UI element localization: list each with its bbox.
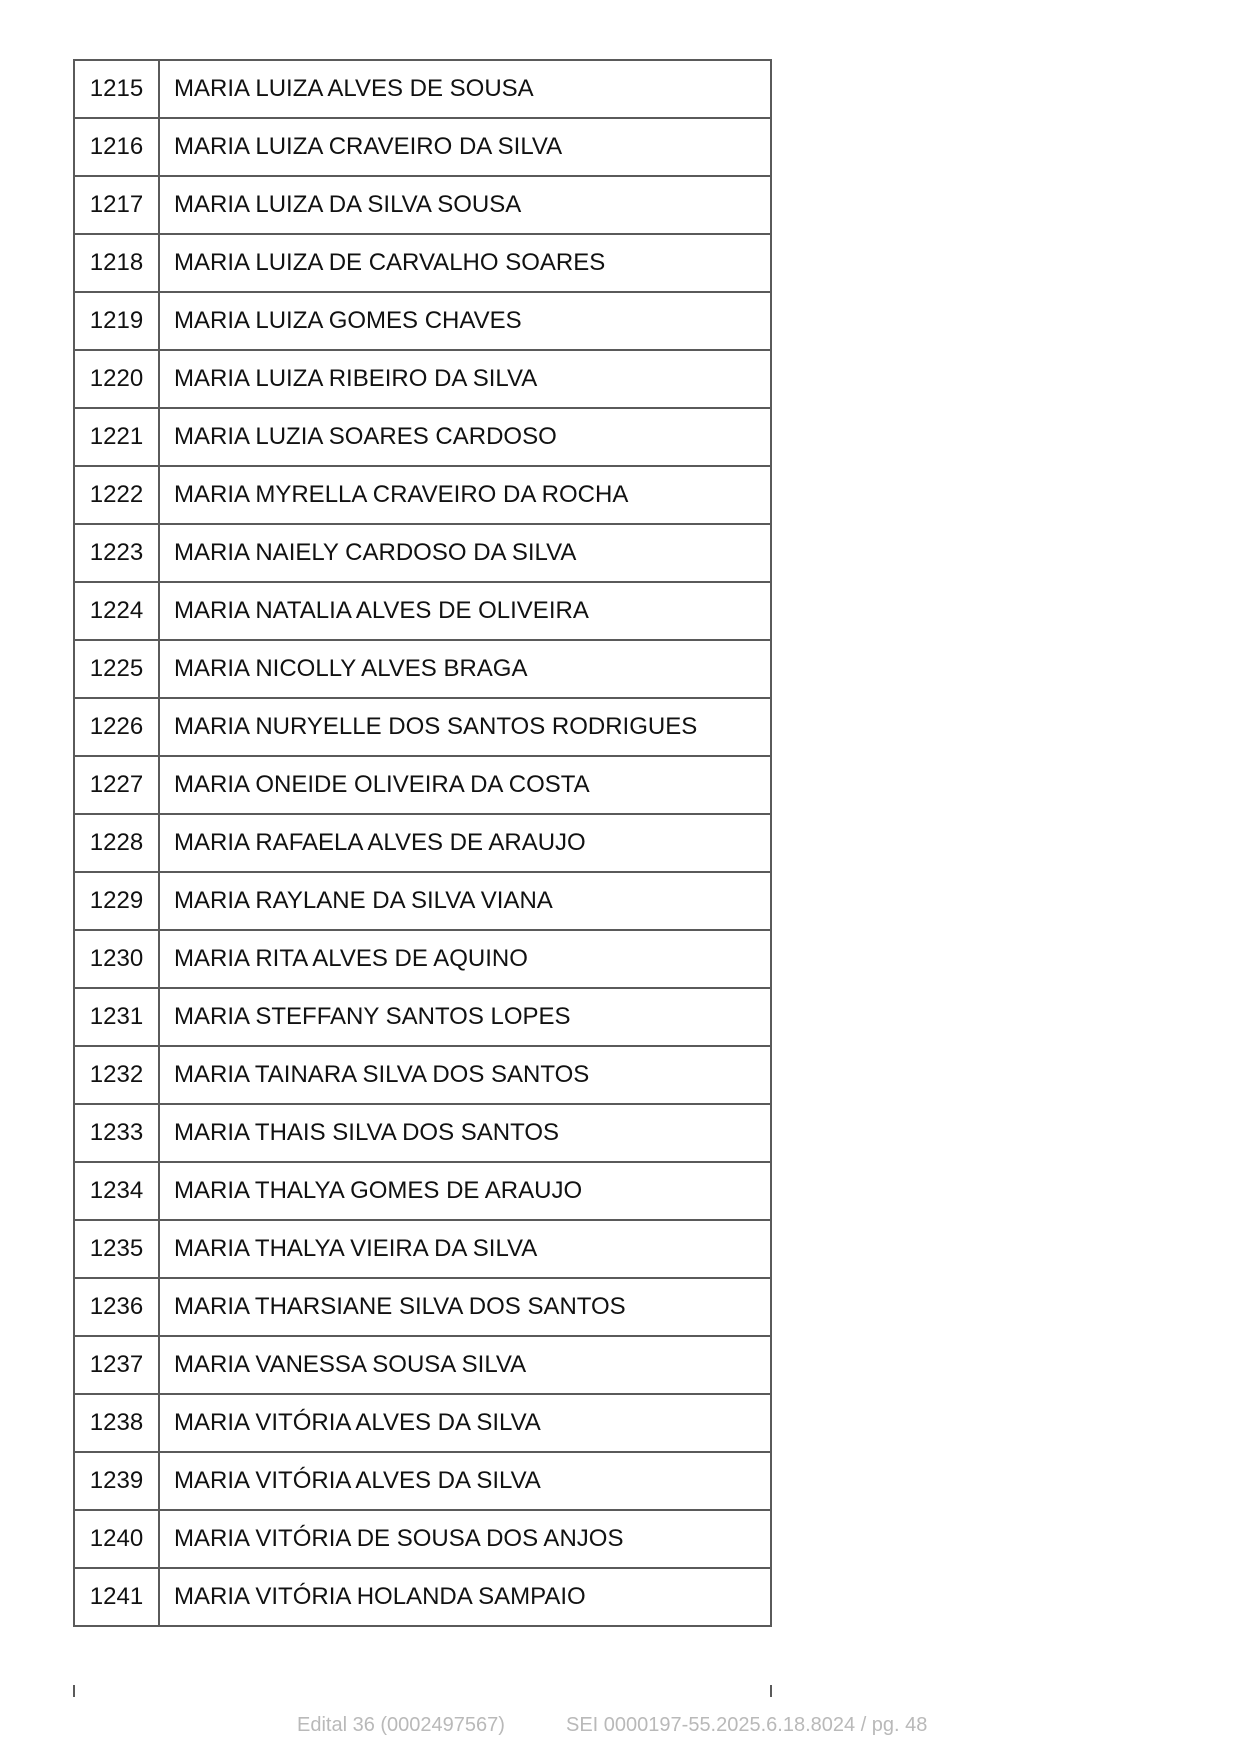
row-number: 1227 bbox=[74, 756, 159, 814]
candidate-name: MARIA THALYA VIEIRA DA SILVA bbox=[159, 1220, 771, 1278]
row-number: 1215 bbox=[74, 60, 159, 118]
row-number: 1238 bbox=[74, 1394, 159, 1452]
candidate-name: MARIA THAIS SILVA DOS SANTOS bbox=[159, 1104, 771, 1162]
candidate-name: MARIA STEFFANY SANTOS LOPES bbox=[159, 988, 771, 1046]
table-row bbox=[74, 1510, 771, 1568]
table-row bbox=[74, 234, 771, 292]
table-row bbox=[74, 1336, 771, 1394]
candidate-name: MARIA VITÓRIA ALVES DA SILVA bbox=[159, 1394, 771, 1452]
candidate-name: MARIA LUIZA GOMES CHAVES bbox=[159, 292, 771, 350]
table-row bbox=[74, 408, 771, 466]
row-number: 1240 bbox=[74, 1510, 159, 1568]
table-row bbox=[74, 930, 771, 988]
candidate-name: MARIA RAFAELA ALVES DE ARAUJO bbox=[159, 814, 771, 872]
row-number: 1232 bbox=[74, 1046, 159, 1104]
table-row bbox=[74, 640, 771, 698]
footer-sei-reference: SEI 0000197-55.2025.6.18.8024 / pg. 48 bbox=[566, 1714, 928, 1736]
table-row bbox=[74, 988, 771, 1046]
table-row bbox=[74, 118, 771, 176]
candidate-name: MARIA VITÓRIA HOLANDA SAMPAIO bbox=[159, 1568, 771, 1626]
row-number: 1220 bbox=[74, 350, 159, 408]
table-row bbox=[74, 60, 771, 118]
row-number: 1218 bbox=[74, 234, 159, 292]
row-number: 1229 bbox=[74, 872, 159, 930]
candidate-name: MARIA LUIZA DE CARVALHO SOARES bbox=[159, 234, 771, 292]
candidate-name: MARIA RITA ALVES DE AQUINO bbox=[159, 930, 771, 988]
row-number: 1219 bbox=[74, 292, 159, 350]
table-row bbox=[74, 582, 771, 640]
row-number: 1216 bbox=[74, 118, 159, 176]
row-number: 1228 bbox=[74, 814, 159, 872]
candidate-name: MARIA THARSIANE SILVA DOS SANTOS bbox=[159, 1278, 771, 1336]
table-row bbox=[74, 1046, 771, 1104]
table-row bbox=[74, 524, 771, 582]
row-number: 1225 bbox=[74, 640, 159, 698]
candidate-table bbox=[73, 59, 772, 1627]
table-row bbox=[74, 698, 771, 756]
table-row bbox=[74, 1104, 771, 1162]
table-row bbox=[74, 350, 771, 408]
candidate-name: MARIA LUIZA DA SILVA SOUSA bbox=[159, 176, 771, 234]
table-row bbox=[74, 1162, 771, 1220]
table-row bbox=[74, 1394, 771, 1452]
candidate-name: MARIA VITÓRIA DE SOUSA DOS ANJOS bbox=[159, 1510, 771, 1568]
candidate-name: MARIA LUIZA RIBEIRO DA SILVA bbox=[159, 350, 771, 408]
candidate-name: MARIA LUIZA ALVES DE SOUSA bbox=[159, 60, 771, 118]
candidate-table-body bbox=[74, 60, 771, 1626]
candidate-name: MARIA NICOLLY ALVES BRAGA bbox=[159, 640, 771, 698]
row-number: 1231 bbox=[74, 988, 159, 1046]
row-number: 1230 bbox=[74, 930, 159, 988]
row-number: 1237 bbox=[74, 1336, 159, 1394]
row-number: 1236 bbox=[74, 1278, 159, 1336]
candidate-name: MARIA THALYA GOMES DE ARAUJO bbox=[159, 1162, 771, 1220]
footer-document-reference: Edital 36 (0002497567) bbox=[297, 1714, 505, 1736]
row-number: 1226 bbox=[74, 698, 159, 756]
row-number: 1224 bbox=[74, 582, 159, 640]
row-number: 1234 bbox=[74, 1162, 159, 1220]
table-row bbox=[74, 1278, 771, 1336]
table-row bbox=[74, 1220, 771, 1278]
candidate-name: MARIA NURYELLE DOS SANTOS RODRIGUES bbox=[159, 698, 771, 756]
row-number: 1222 bbox=[74, 466, 159, 524]
row-number: 1221 bbox=[74, 408, 159, 466]
table-row bbox=[74, 756, 771, 814]
row-number: 1241 bbox=[74, 1568, 159, 1626]
table-row bbox=[74, 466, 771, 524]
row-number: 1217 bbox=[74, 176, 159, 234]
candidate-name: MARIA VITÓRIA ALVES DA SILVA bbox=[159, 1452, 771, 1510]
table-row bbox=[74, 176, 771, 234]
candidate-name: MARIA RAYLANE DA SILVA VIANA bbox=[159, 872, 771, 930]
table-continuation bbox=[73, 1685, 772, 1697]
candidate-name: MARIA NAIELY CARDOSO DA SILVA bbox=[159, 524, 771, 582]
candidate-name: MARIA ONEIDE OLIVEIRA DA COSTA bbox=[159, 756, 771, 814]
table-row bbox=[74, 1452, 771, 1510]
candidate-name: MARIA LUIZA CRAVEIRO DA SILVA bbox=[159, 118, 771, 176]
table-row bbox=[74, 814, 771, 872]
candidate-name: MARIA VANESSA SOUSA SILVA bbox=[159, 1336, 771, 1394]
candidate-name: MARIA NATALIA ALVES DE OLIVEIRA bbox=[159, 582, 771, 640]
candidate-name: MARIA MYRELLA CRAVEIRO DA ROCHA bbox=[159, 466, 771, 524]
table-row bbox=[74, 292, 771, 350]
table-row bbox=[74, 1568, 771, 1626]
row-number: 1233 bbox=[74, 1104, 159, 1162]
candidate-name: MARIA TAINARA SILVA DOS SANTOS bbox=[159, 1046, 771, 1104]
candidate-name: MARIA LUZIA SOARES CARDOSO bbox=[159, 408, 771, 466]
row-number: 1223 bbox=[74, 524, 159, 582]
row-number: 1239 bbox=[74, 1452, 159, 1510]
table-row bbox=[74, 872, 771, 930]
row-number: 1235 bbox=[74, 1220, 159, 1278]
